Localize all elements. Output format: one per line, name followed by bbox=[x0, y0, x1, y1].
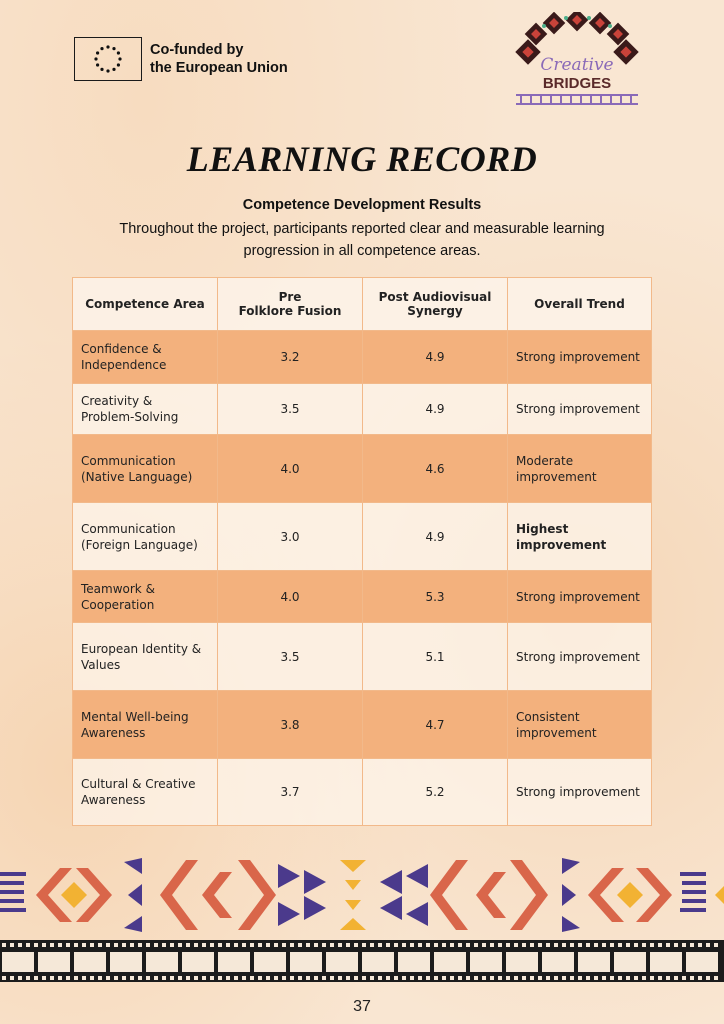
cell-pre: 3.0 bbox=[218, 503, 363, 571]
table-row bbox=[73, 571, 652, 623]
cell-area: Communication (Foreign Language) bbox=[73, 503, 218, 571]
cell-trend: Strong improvement bbox=[508, 759, 652, 826]
cell-post: 4.9 bbox=[363, 331, 508, 384]
col-header-post: Post Audiovisual Synergy bbox=[363, 278, 508, 331]
creative-bridges-logo bbox=[510, 12, 644, 108]
cell-trend: Strong improvement bbox=[508, 331, 652, 384]
cell-area: Cultural & Creative Awareness bbox=[73, 759, 218, 826]
intro-paragraph: Throughout the project, participants reported clear and measurable learning progression in all competence areas. bbox=[119, 221, 605, 259]
col-header-pre: Pre Folklore Fusion bbox=[218, 278, 363, 331]
cell-post: 5.1 bbox=[363, 623, 508, 691]
cell-area: Confidence & Independence bbox=[73, 331, 218, 384]
cell-pre: 3.5 bbox=[218, 623, 363, 691]
cell-pre: 3.5 bbox=[218, 384, 363, 435]
cell-pre: 4.0 bbox=[218, 435, 363, 503]
cell-pre: 3.2 bbox=[218, 331, 363, 384]
table-row bbox=[73, 759, 652, 826]
cell-area: European Identity & Values bbox=[73, 623, 218, 691]
table-row bbox=[73, 435, 652, 503]
cell-area: Teamwork & Cooperation bbox=[73, 571, 218, 623]
table-row bbox=[73, 503, 652, 571]
eu-flag-icon bbox=[74, 37, 142, 81]
cell-post: 5.2 bbox=[363, 759, 508, 826]
cell-area: Mental Well-being Awareness bbox=[73, 691, 218, 759]
table-row bbox=[73, 691, 652, 759]
eu-text-line2: the European Union bbox=[150, 60, 288, 76]
cell-trend: Strong improvement bbox=[508, 571, 652, 623]
table-row bbox=[73, 623, 652, 691]
cell-pre: 3.8 bbox=[218, 691, 363, 759]
table-row bbox=[73, 384, 652, 435]
cell-trend: Highest improvement bbox=[508, 503, 652, 571]
cell-area: Communication (Native Language) bbox=[73, 435, 218, 503]
film-strip-decoration bbox=[0, 940, 724, 982]
cell-post: 4.9 bbox=[363, 384, 508, 435]
page-title: LEARNING RECORD bbox=[186, 139, 538, 179]
cell-pre: 4.0 bbox=[218, 571, 363, 623]
col-header-area: Competence Area bbox=[73, 278, 218, 331]
cell-trend: Consistent improvement bbox=[508, 691, 652, 759]
eu-cofunded-badge bbox=[74, 37, 288, 81]
cell-area: Creativity & Problem-Solving bbox=[73, 384, 218, 435]
cell-post: 4.6 bbox=[363, 435, 508, 503]
folk-pattern-border bbox=[0, 850, 724, 935]
logo-word-creative: Creative bbox=[540, 55, 614, 75]
table-row bbox=[73, 331, 652, 384]
competence-table bbox=[72, 277, 652, 826]
cell-pre: 3.7 bbox=[218, 759, 363, 826]
col-header-trend: Overall Trend bbox=[508, 278, 652, 331]
eu-cofunded-text bbox=[150, 41, 288, 77]
cell-trend: Strong improvement bbox=[508, 384, 652, 435]
cell-post: 4.7 bbox=[363, 691, 508, 759]
table-header-row bbox=[73, 278, 652, 331]
logo-word-bridges: BRIDGES bbox=[542, 75, 612, 92]
section-subtitle: Competence Development Results bbox=[242, 197, 482, 213]
cell-trend: Moderate improvement bbox=[508, 435, 652, 503]
cell-post: 4.9 bbox=[363, 503, 508, 571]
cell-trend: Strong improvement bbox=[508, 623, 652, 691]
eu-text-line1: Co-funded by bbox=[150, 42, 244, 58]
page-number: 37 bbox=[353, 998, 371, 1015]
cell-post: 5.3 bbox=[363, 571, 508, 623]
